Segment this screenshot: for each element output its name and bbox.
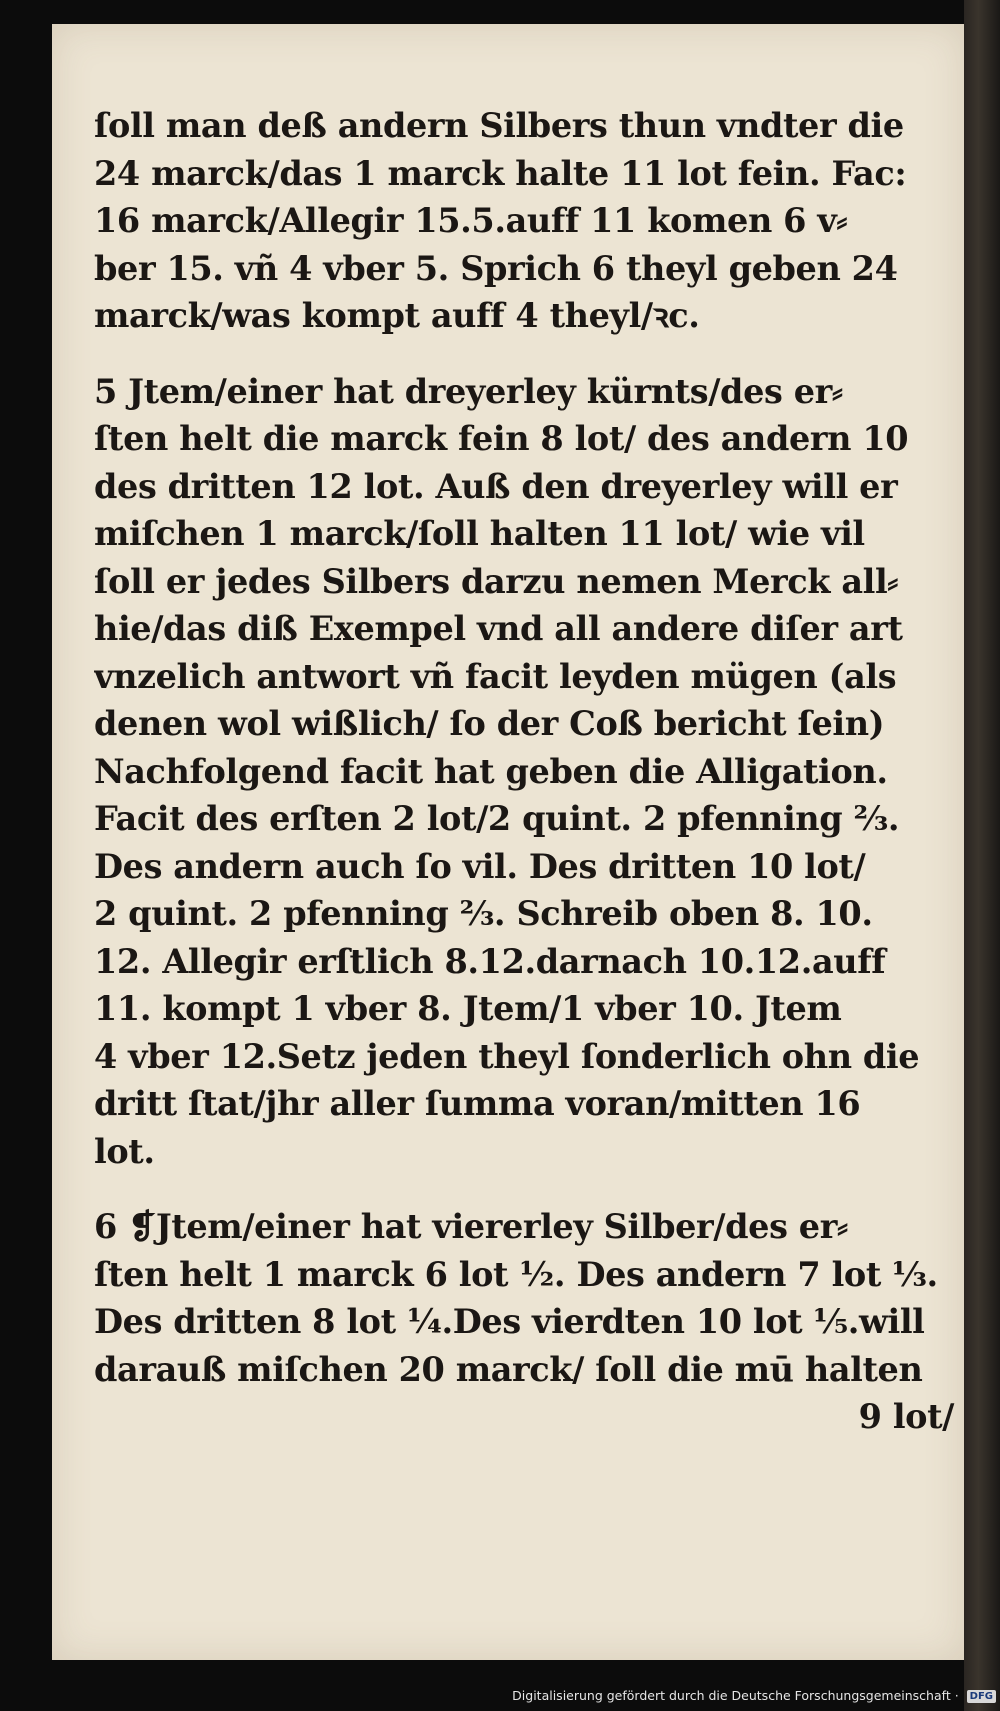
text-line: hie/das diß Exempel vnd all andere diſer art — [94, 609, 903, 648]
dfg-logo: DFG — [967, 1690, 996, 1703]
text-line: dritt ſtat/jhr aller ſumma voran/mitten 16 — [94, 1084, 861, 1123]
page-edge — [964, 0, 1000, 1711]
text-line: 11. kompt 1 vber 8. Jtem/1 vber 10. Jtem — [94, 989, 842, 1028]
text-line: miſchen 1 marck/ſoll halten 11 lot/ wie vil — [94, 514, 865, 553]
text-line: denen wol wißlich/ ſo der Coß bericht ſein) — [94, 704, 885, 743]
text-line: 6 ❡Jtem/einer hat viererley Silber/des er⸗ — [94, 1207, 848, 1246]
text-line: ſoll er jedes Silbers darzu nemen Merck all⸗ — [94, 561, 899, 601]
text-line: Nachfolgend facit hat geben die Alligation. — [94, 751, 888, 791]
text-line: lot. — [94, 1131, 155, 1171]
text-line: 4 vber 12.Setz jeden theyl ſonderlich ohn die — [94, 1036, 920, 1076]
text-line: Facit des erſten 2 lot/2 quint. 2 pfenning ⅔. — [94, 799, 900, 838]
text-line: des dritten 12 lot. Auß den dreyerley will er — [94, 466, 898, 506]
paragraph-gap — [94, 340, 964, 368]
catchword: 9 lot/ — [858, 1397, 954, 1436]
text-line: 12. Allegir erſtlich 8.12.darnach 10.12.auff — [94, 941, 886, 981]
text-line: vnzelich antwort vñ facit leyden mügen (als — [94, 656, 897, 696]
footer-text: Digitalisierung gefördert durch die Deutsche Forschungsgemeinschaft · — [512, 1688, 959, 1703]
text-line: darauß miſchen 20 marck/ ſoll die mū halten — [94, 1349, 923, 1389]
text-line: Des dritten 8 lot ¼.Des vierdten 10 lot ⅕.will — [94, 1302, 925, 1341]
footer-credit — [0, 1686, 996, 1706]
text-line: 16 marck/Allegir 15.5.auff 11 komen 6 v⸗ — [94, 201, 848, 240]
page-text — [94, 102, 964, 1441]
text-line: Des andern auch ſo vil. Des dritten 10 lot/ — [94, 846, 866, 886]
text-line: ſten helt 1 marck 6 lot ½. Des andern 7 lot ⅓. — [94, 1254, 938, 1294]
text-line: 2 quint. 2 pfenning ⅔. Schreib oben 8. 10. — [94, 894, 873, 933]
text-line: ſoll man deß andern Silbers thun vndter die — [94, 106, 904, 145]
text-line: ber 15. vñ 4 vber 5. Sprich 6 theyl geben 24 — [94, 248, 898, 288]
text-line: ſten helt die marck fein 8 lot/ des andern 10 — [94, 419, 909, 458]
text-line: marck/was kompt auff 4 theyl/ꝛc. — [94, 296, 700, 335]
text-line: 24 marck/das 1 marck halte 11 lot fein. Fac: — [94, 153, 907, 193]
paragraph-gap — [94, 1175, 964, 1203]
text-line: 5 Jtem/einer hat dreyerley kürnts/des er⸗ — [94, 371, 843, 411]
